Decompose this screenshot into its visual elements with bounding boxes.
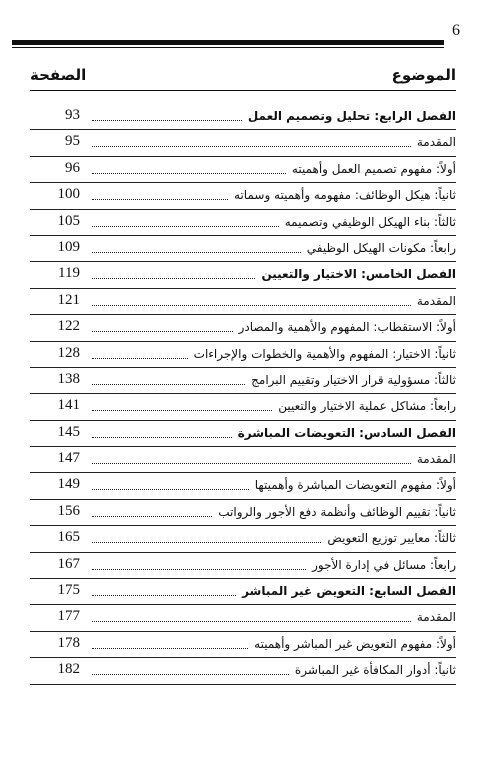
toc-page-number: 175: [57, 582, 80, 599]
toc-dot-leader: [92, 621, 411, 622]
toc-page-number: 95: [65, 133, 80, 150]
page-column-heading: الصفحة: [30, 66, 87, 84]
toc-row: [30, 526, 456, 552]
toc-entry-title: ثالثاً: مسؤولية قرار الاختيار وتقييم البرامج: [251, 372, 456, 387]
toc-dot-leader: [92, 199, 228, 200]
toc-row: [30, 130, 456, 156]
toc-chapter-row: [30, 579, 456, 605]
toc-page-number: 178: [57, 634, 80, 651]
toc-page-number: 149: [57, 476, 80, 493]
toc-dot-leader: [92, 146, 411, 147]
toc-entry-title: ثالثاً: بناء الهيكل الوظيفي وتصميمه: [284, 214, 456, 229]
toc-chapter-title: الفصل الرابع: تحليل وتصميم العمل: [247, 109, 456, 123]
header-rule-thick: [12, 40, 444, 45]
toc-row: [30, 236, 456, 262]
toc-entry-title: رابعاً: مشاكل عملية الاختيار والتعيين: [278, 399, 456, 414]
toc-page-number: 119: [58, 265, 80, 282]
toc-row: [30, 368, 456, 394]
toc-page-number: 156: [57, 502, 80, 519]
toc-entry-title: ثانياً: الاختيار: المفهوم والأهمية والخطوات والإجراءات: [193, 346, 456, 361]
toc-dot-leader: [92, 331, 233, 332]
toc-dot-leader: [92, 278, 255, 279]
toc-page-number: 138: [57, 370, 80, 387]
toc-chapter-row: [30, 104, 456, 130]
toc-dot-leader: [92, 569, 306, 570]
toc-page-number: 93: [65, 107, 80, 123]
toc-dot-leader: [92, 489, 249, 490]
toc-entry-title: أولاً: مفهوم التعويضات المباشرة وأهميتها: [254, 478, 456, 493]
toc-page-number: 121: [57, 291, 80, 308]
toc-dot-leader: [92, 252, 301, 253]
toc-dot-leader: [92, 437, 232, 438]
toc-chapter-title: الفصل السابع: التعويض غير المباشر: [242, 584, 456, 599]
toc-chapter-row: [30, 262, 456, 288]
toc-row: [30, 605, 456, 631]
toc-page-number: 96: [65, 159, 80, 176]
toc-dot-leader: [92, 516, 212, 517]
toc-page-number: 177: [57, 608, 80, 625]
toc-entry-title: ثانياً: أدوار المكافأة غير المباشرة: [294, 663, 456, 678]
toc-row: [30, 342, 456, 368]
toc-page-number: 182: [57, 661, 80, 678]
toc-dot-leader: [92, 384, 245, 385]
toc-row: [30, 473, 456, 499]
toc-dot-leader: [92, 674, 289, 675]
toc-row: [30, 394, 456, 420]
toc-entry-title: أولاً: مفهوم تصميم العمل وأهميته: [291, 161, 456, 176]
toc-header: [30, 60, 456, 91]
toc-row: [30, 289, 456, 315]
topic-column-heading: الموضوع: [391, 66, 456, 84]
toc-entry-title: ثانياً: هيكل الوظائف: مفهومه وأهميته وسماته: [234, 188, 456, 203]
toc-chapter-title: الفصل السادس: التعويضات المباشرة: [237, 425, 456, 440]
toc-row: [30, 632, 456, 658]
toc-page-number: 105: [57, 212, 80, 229]
toc-dot-leader: [92, 595, 236, 596]
toc-dot-leader: [92, 463, 411, 464]
toc-row: [30, 658, 456, 684]
toc-row: [30, 210, 456, 236]
toc-page-number: 147: [57, 450, 80, 467]
toc-dot-leader: [92, 226, 279, 227]
toc-entry-title: أولاً: الاستقطاب: المفهوم والأهمية والمصادر: [238, 320, 456, 335]
toc-entry-title: رابعاً: مسائل في إدارة الأجور: [312, 557, 456, 572]
toc-dot-leader: [92, 542, 321, 543]
toc-entry-title: المقدمة: [416, 610, 456, 625]
toc-page-number: 145: [57, 423, 80, 440]
toc-row: [30, 183, 456, 209]
toc-dot-leader: [92, 410, 272, 411]
toc-chapter-row: [30, 421, 456, 447]
toc-entry-title: المقدمة: [416, 452, 456, 467]
toc-row: [30, 500, 456, 526]
toc-page-number: 109: [57, 238, 80, 255]
toc-row: [30, 315, 456, 341]
toc-page-number: 122: [57, 318, 80, 335]
toc-dot-leader: [92, 120, 242, 121]
header-rule-thin: [12, 47, 444, 48]
toc-dot-leader: [92, 358, 188, 359]
toc-row: [30, 447, 456, 473]
table-of-contents: [30, 104, 456, 685]
toc-page-number: 165: [57, 529, 80, 546]
toc-entry-title: ثانياً: تقييم الوظائف وأنظمة دفع الأجور والرواتب: [218, 504, 456, 519]
page-number: 6: [452, 22, 460, 39]
toc-entry-title: المقدمة: [416, 135, 456, 150]
toc-entry-title: أولاً: مفهوم التعويض غير المباشر وأهميته: [254, 636, 456, 651]
toc-entry-title: المقدمة: [416, 293, 456, 308]
toc-chapter-title: الفصل الخامس: الاختيار والتعيين: [261, 267, 456, 282]
toc-dot-leader: [92, 173, 286, 174]
toc-page-number: 167: [57, 555, 80, 572]
toc-page-number: 141: [57, 397, 80, 414]
toc-dot-leader: [92, 305, 411, 306]
toc-row: [30, 157, 456, 183]
toc-entry-title: رابعاً: مكونات الهيكل الوظيفي: [306, 240, 456, 255]
toc-page-number: 100: [57, 186, 80, 203]
toc-row: [30, 553, 456, 579]
toc-entry-title: ثالثاً: معايير توزيع التعويض: [327, 531, 456, 546]
toc-dot-leader: [92, 648, 248, 649]
toc-page-number: 128: [57, 344, 80, 361]
